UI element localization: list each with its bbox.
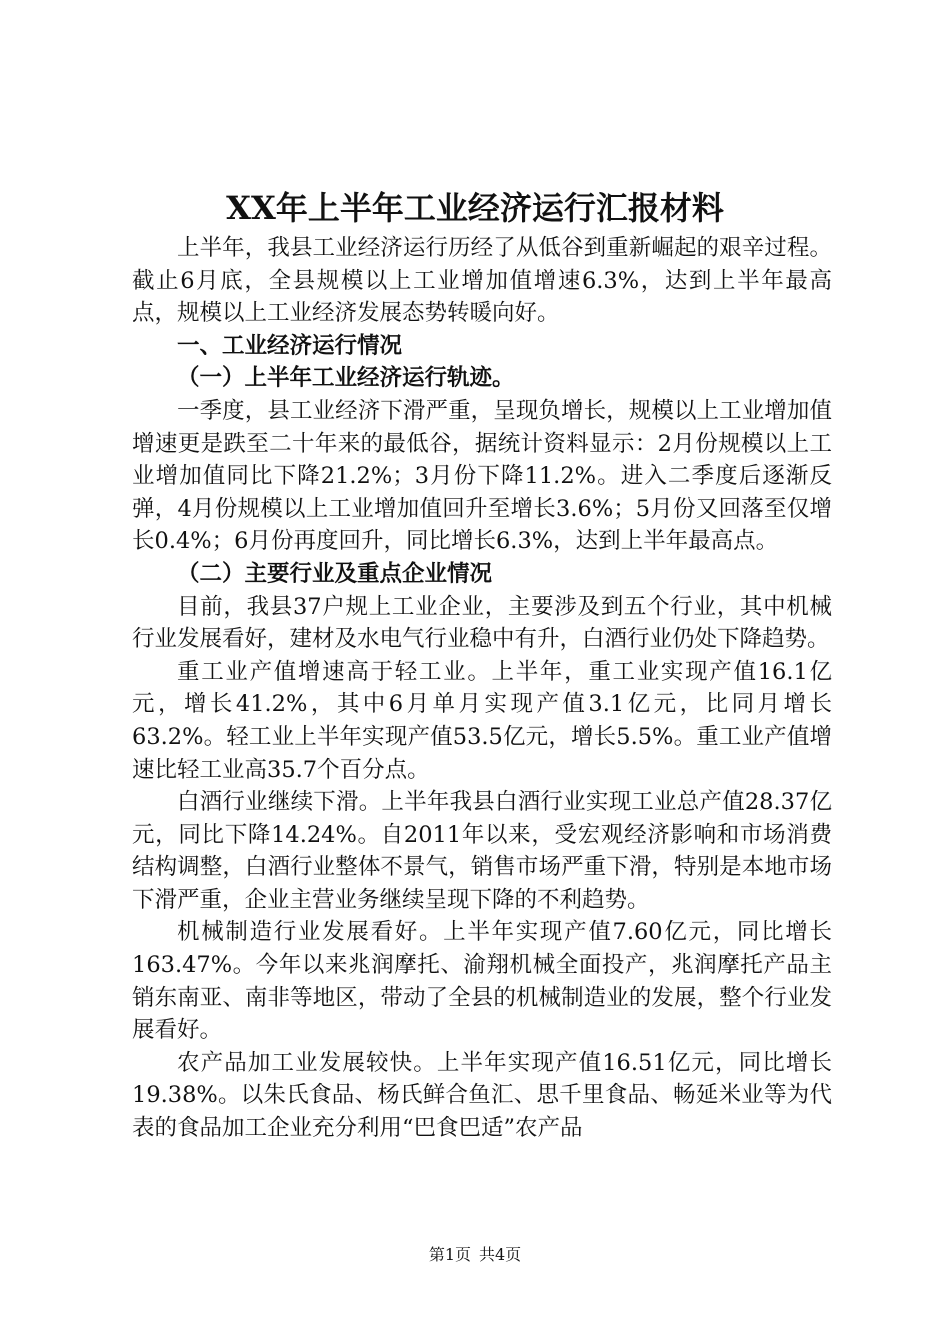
paragraph-liquor-industry: 白酒行业继续下滑。上半年我县白酒行业实现工业总产值28.37亿元，同比下降14.24%。自2011年以来，受宏观经济影响和市场消费结构调整，白酒行业整体不景气，销售市场严重下滑，特别是本地市场下滑严重，企业主营业务继续呈现下降的不利趋势。 xyxy=(132,789,832,913)
paragraph-intro: 上半年，我县工业经济运行历经了从低谷到重新崛起的艰辛过程。截止6月底，全县规模以上工业增加值增速6.3%，达到上半年最高点，规模以上工业经济发展态势转暖向好。 xyxy=(132,235,832,327)
section-heading: 一、工业经济运行情况 xyxy=(177,332,403,359)
subsection-heading: （一）上半年工业经济运行轨迹。 xyxy=(177,365,515,392)
paragraph-industries-overview: 目前，我县37户规上工业企业，主要涉及到五个行业，其中机械行业发展看好，建材及水电气行业稳中有升，白酒行业仍处下降趋势。 xyxy=(132,593,832,653)
document-title: XX年上半年工业经济运行汇报材料 xyxy=(226,189,724,227)
page-footer xyxy=(0,1244,950,1266)
paragraph-agri-processing: 农产品加工业发展较快。上半年实现产值16.51亿元，同比增长19.38%。以朱氏食品、杨氏鲜合鱼汇、思千里食品、畅延米业等为代表的食品加工企业充分利用“巴食巴适”农产品 xyxy=(132,1049,832,1142)
document-body xyxy=(132,232,832,1145)
subsection-heading: （二）主要行业及重点企业情况 xyxy=(177,560,493,587)
paragraph-quarterly-trend: 一季度，县工业经济下滑严重，呈现负增长，规模以上工业增加值增速更是跌至二十年来的最低谷，据统计资料显示：2月份规模以上工业增加值同比下降21.2%；3月份下降11.2%。进入二季度后逐渐反弹，4月份规模以上工业增加值回升至增长3.6%；5月份又回落至仅增长0.4%；6月份再度回升，同比增长6.3%，达到上半年最高点。 xyxy=(132,397,832,555)
page-number: 第1页 xyxy=(428,1245,471,1264)
page-total: 共4页 xyxy=(479,1245,522,1264)
paragraph-machinery-industry: 机械制造行业发展看好。上半年实现产值7.60亿元，同比增长163.47%。今年以来兆润摩托、渝翔机械全面投产，兆润摩托产品主销东南亚、南非等地区，带动了全县的机械制造业的发展，整个行业发展看好。 xyxy=(132,919,832,1044)
paragraph-heavy-industry: 重工业产值增速高于轻工业。上半年，重工业实现产值16.1亿元，增长41.2%，其中6月单月实现产值3.1亿元，比同月增长63.2%。轻工业上半年实现产值53.5亿元，增长5.5%。重工业产值增速比轻工业高35.7个百分点。 xyxy=(132,658,832,783)
